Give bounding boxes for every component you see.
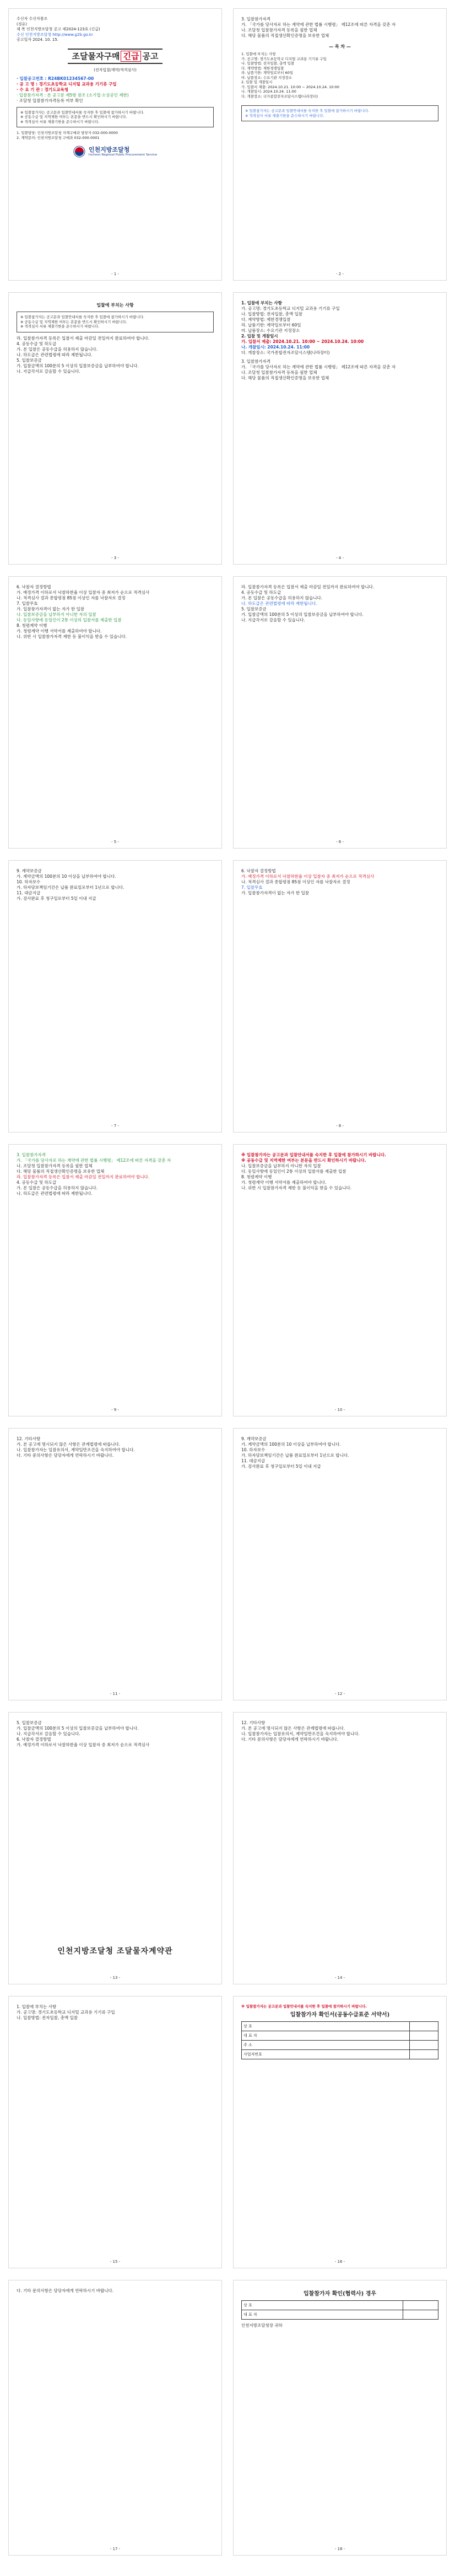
- body-line: 8. 청렴계약 이행: [241, 1174, 272, 1179]
- body-line: 가. 검사완료 후 청구일로부터 5일 이내 지급: [241, 1464, 321, 1469]
- body-line: 다. 기타 문의사항은 담당자에게 연락하시기 바랍니다.: [17, 2288, 114, 2293]
- section-title: 입찰에 부치는 사항: [96, 303, 134, 308]
- notice-box: [17, 107, 214, 128]
- body-line: 다. 동일사항에 동일인이 2통 이상의 입찰서를 제출한 입찰: [17, 618, 122, 622]
- body-line: 나. 지급각서로 갈음할 수 있습니다.: [241, 618, 305, 622]
- body-line: 가. 본 입찰은 공동수급을 허용하지 않습니다.: [241, 595, 323, 600]
- page-number: - 4 -: [336, 556, 344, 560]
- body-line: 가. 계약금액의 100분의 10 이상을 납부하여야 합니다.: [17, 874, 116, 879]
- body-line: 나. 하도급은 관련법령에 따라 제한됩니다.: [241, 601, 317, 606]
- body-line: 가. 「국가를 당사자로 하는 계약에 관한 법률 시행령」 제12조에 따른 자격을 갖춘 자: [241, 22, 396, 27]
- body-line: 11. 대금지급: [17, 890, 41, 895]
- toc-line: 가. 공고명: 경기도초등학교 디지털 교과용 기기류 구입: [241, 56, 327, 61]
- body-line: 가. 검사완료 후 청구일로부터 5일 이내 지급: [17, 896, 96, 901]
- box-line: ※ 적격심사 서류 제출기한을 준수하시기 바랍니다.: [20, 119, 100, 124]
- title-suffix: 공고: [142, 51, 159, 61]
- body-line: 가. 입찰서 제출: 2024.10.21. 10:00 ~ 2024.10.24. 10:00: [241, 339, 364, 344]
- page2-body: 3. 입찰참가자격 가. 「국가를 당사자로 하는 계약에 관한 법률 시행령」 제12조에 따른 자격을 갖춘 자 나. 조달청 입찰참가자격 등록을 필한 업체 다. 해당 물품의 직접생산확인증명을 보유한 업체 — 목 차 — 1. 입찰에 부치는 사항 가. 공고명: 경기도초등학교 디지털 교과용 기기류 구입 나. 입찰방법: 전자입찰, 총액 입찰 다. 계약방법: 제한경쟁입찰 라. 납품기한: 계약일로부터 60일 마. 납품장소: 수요기관 지정장소 2. 입찰 및 개찰일시 가. 입찰서 제출: 2024.10.21. 10:00 ~ 2024.10.24. 10:00 나. 개찰일시: 2024.10.24. 11:00 다. 개찰장소: 국가종합전자조달시스템(나라장터) ※ 입찰참가자는 공고문과 입찰안내서를 숙지한 후 입찰에 참가하시기 바랍니다. ※ 적격심사 서류 제출기한을 준수하시기 바랍니다.: [241, 17, 438, 121]
- page-number: - 5 -: [111, 840, 119, 844]
- confirmation-form: [241, 2021, 438, 2059]
- body-line: 8. 청렴계약 이행: [17, 623, 47, 628]
- form-label: 대 표 자: [242, 2310, 403, 2320]
- confirmation-form-2: [241, 2300, 438, 2320]
- page-number: - 11 -: [110, 1692, 121, 1696]
- body-line: 가. 본 공고에 명시되지 않은 사항은 관계법령에 따릅니다.: [241, 1726, 345, 1731]
- page-2: [233, 8, 447, 281]
- body-line: 나. 적격심사 결과 종합평점 85점 이상인 자를 낙찰자로 결정: [17, 595, 126, 600]
- body-line: ※ 입찰참가자는 공고문과 입찰안내서를 숙지한 후 입찰에 참가하시기 바랍니다.: [241, 1152, 386, 1157]
- page-16: [233, 1996, 447, 2268]
- body-line: 나. 입찰보증금을 납부하지 아니한 자의 입찰: [17, 612, 96, 617]
- body-line: 5. 입찰보증금: [17, 1720, 42, 1725]
- page-10: [233, 1144, 447, 1416]
- body-line: 가. 본 공고에 명시되지 않은 사항은 관계법령에 따릅니다.: [17, 1442, 121, 1447]
- page-5: [8, 576, 222, 849]
- header-line: 수신 인천지방조달청 http://www.g2b.go.kr: [17, 32, 93, 37]
- toc-line: 1. 입찰에 부치는 사항: [241, 52, 276, 56]
- body-line: 나. 입찰참가자는 입찰유의서, 계약일반조건을 숙지하여야 합니다.: [241, 1731, 360, 1736]
- body-line: 10. 하자보수: [241, 1447, 266, 1452]
- form-label: 사업자번호: [242, 2049, 410, 2059]
- body-line: 가. 입찰금액의 100분의 5 이상의 입찰보증금을 납부하여야 합니다.: [17, 363, 139, 368]
- contact-line: 1. 입찰담당: 인천지방조달청 자재구매과 담당자 032-000-0000: [17, 131, 118, 135]
- body-line: 나. 조달청 입찰참가자격 등록을 필한 업체: [241, 28, 317, 33]
- body-line: 3. 입찰참가자격: [241, 359, 271, 364]
- page-8: [233, 860, 447, 1133]
- body-line: 나. 위반 시 입찰참가자격 제한 등 불이익을 받을 수 있습니다.: [17, 634, 127, 639]
- page-number: - 16 -: [334, 2260, 345, 2264]
- notice-box: [241, 105, 438, 121]
- page-12: [233, 1428, 447, 1700]
- box-line: ※ 입찰참가자는 공고문과 입찰안내서를 숙지한 후 입찰에 참가하시기 바랍니다.: [20, 110, 144, 115]
- box-line: ※ 적격심사 서류 제출기한을 준수하시기 바랍니다.: [20, 324, 100, 329]
- form-field[interactable]: [409, 2021, 438, 2031]
- body-line: 나. 입찰방법: 전자입찰, 총액 입찰: [17, 2015, 78, 2020]
- urgent-badge: 긴급: [121, 51, 141, 62]
- body-line: 라. 입찰참가자격 등록은 입찰서 제출 마감일 전일까지 완료하여야 합니다.: [17, 1174, 150, 1179]
- body-line: 7. 입찰무효: [241, 885, 263, 890]
- page-number: - 13 -: [110, 1976, 121, 1980]
- page-6: [233, 576, 447, 849]
- page-17: [8, 2280, 222, 2556]
- body-line: 라. 납품기한: 계약일로부터 60일: [241, 323, 301, 328]
- body-line: 가. 청렴계약 이행 서약서를 제출하여야 합니다.: [241, 1180, 327, 1185]
- body-line: 가. 본 입찰은 공동수급을 허용하지 않습니다.: [17, 346, 98, 352]
- box-line: ※ 입찰참가자는 공고문과 입찰안내서를 숙지한 후 입찰에 참가하시기 바랍니다.: [20, 315, 144, 319]
- body-line: 다. 기타 문의사항은 담당자에게 연락하시기 바랍니다.: [17, 1453, 114, 1458]
- form-label: 주 소: [242, 2040, 410, 2049]
- announcement-title: [17, 49, 214, 64]
- body-line: 2. 입찰 및 개찰일시: [241, 334, 278, 339]
- body-line: 가. 입찰참가자격이 없는 자가 한 입찰: [241, 890, 309, 895]
- page-number: - 3 -: [111, 556, 119, 560]
- body-line: 가. 본 입찰은 공동수급을 허용하지 않습니다.: [17, 1185, 98, 1190]
- body-line: 나. 조달청 입찰참가자격 등록을 필한 업체: [17, 1163, 93, 1168]
- body-line: 5. 입찰보증금: [241, 607, 267, 611]
- form-field[interactable]: [403, 2301, 438, 2310]
- body-line: 나. 입찰보증금을 납부하지 아니한 자의 입찰: [241, 1163, 321, 1168]
- body-line: 마. 납품장소: 수요기관 지정장소: [241, 328, 300, 333]
- notice-line: · 수 요 기 관 : 경기도교육청: [17, 87, 68, 92]
- body-line: 7. 입찰무효: [17, 601, 38, 606]
- form-title: 입찰참가자 확인서(공동수급표준 서약서): [290, 2011, 390, 2018]
- toc-line: 다. 계약방법: 제한경쟁입찰: [241, 66, 284, 71]
- form-field[interactable]: [409, 2049, 438, 2059]
- body-line: 4. 공동수급 및 하도급: [241, 590, 281, 595]
- toc-line: 가. 입찰서 제출: 2024.10.21. 10:00 ~ 2024.10.24. 10:00: [241, 84, 339, 89]
- body-line: 5. 입찰보증금: [17, 357, 42, 363]
- body-line: 3. 입찰참가자격: [17, 1152, 46, 1157]
- body-line: 6. 낙찰자 결정방법: [241, 868, 276, 873]
- page-number: - 12 -: [334, 1692, 345, 1696]
- page-3: [8, 292, 222, 565]
- body-line: 다. 해당 물품의 직접생산확인증명을 보유한 업체: [241, 375, 329, 380]
- body-line: 나. 입찰참가자는 입찰유의서, 계약일반조건을 숙지하여야 합니다.: [17, 1447, 135, 1452]
- body-line: 10. 하자보수: [17, 879, 41, 884]
- page-number: - 7 -: [111, 1124, 119, 1128]
- org-logo: [17, 146, 214, 158]
- header-line: 제 목 인천지방조달청 공고 제2024-123호 (긴급): [17, 27, 100, 31]
- box-line: ※ 입찰참가자는 공고문과 입찰안내서를 숙지한 후 입찰에 참가하시기 바랍니다.: [245, 109, 369, 113]
- page-number: - 18 -: [334, 2547, 345, 2551]
- body-line: 나. 하도급은 관련법령에 따라 제한됩니다.: [17, 1191, 93, 1196]
- body-line: 나. 지급각서로 갈음할 수 있습니다.: [17, 1731, 80, 1736]
- page-15: [8, 1996, 222, 2268]
- body-line: 라. 입찰참가자격 등록은 입찰서 제출 마감일 전일까지 완료하여야 합니다.: [241, 584, 375, 589]
- body-line: 다. 해당 물품의 직접생산확인증명을 보유한 업체: [17, 1169, 105, 1174]
- toc-line: 라. 납품기한: 계약일로부터 60일: [241, 71, 294, 75]
- body-line: ※ 공동수급 및 지역제한 여부는 본문을 반드시 확인하시기 바랍니다.: [241, 1158, 366, 1163]
- body-line: 가. 공고명: 경기도초등학교 디지털 교과용 기기류 구입: [17, 2010, 115, 2015]
- notice-summary: [17, 76, 214, 104]
- body-line: 9. 계약보증금: [17, 868, 42, 873]
- body-line: 4. 공동수급 및 하도급: [17, 1180, 57, 1185]
- toc-line: 다. 개찰장소: 국가종합전자조달시스템(나라장터): [241, 94, 318, 99]
- page-number: - 10 -: [334, 1408, 345, 1412]
- contact-line: 2. 계약문의: 인천지방조달청 구매과 032-000-0001: [17, 135, 100, 140]
- box-line: ※ 공동수급 및 지역제한 여부는 본문을 반드시 확인하시기 바랍니다.: [20, 319, 127, 324]
- toc-line: 나. 입찰방법: 전자입찰, 총액 입찰: [241, 61, 295, 66]
- body-line: ※ 입찰참가자는 공고문과 입찰안내서를 숙지한 후 입찰에 참가하시기 바랍니다.: [241, 2004, 367, 2009]
- body-line: 가. 공고명: 경기도초등학교 디지털 교과용 기기류 구입: [241, 306, 340, 311]
- page-number: - 9 -: [111, 1408, 119, 1412]
- body-line: 4. 공동수급 및 하도급: [17, 341, 57, 346]
- body-line: 라. 입찰참가자격 등록은 입찰서 제출 마감일 전일까지 완료하여야 합니다.: [17, 335, 150, 341]
- page-7: [8, 860, 222, 1133]
- page-number: - 8 -: [336, 1124, 344, 1128]
- org-name-en: Incheon Regional Public Procurement Service: [88, 153, 158, 157]
- body-line: 다. 동일사항에 동일인이 2통 이상의 입찰서를 제출한 입찰: [241, 1169, 346, 1174]
- body-line: 가. 예정가격 이하로서 낙찰하한율 이상 입찰자 중 최저가 순으로 적격심사: [17, 590, 150, 595]
- notice-line: · 입찰참가자격 : 본 공고문 제5항 참조 (소기업·소상공인 제한): [17, 92, 129, 98]
- body-line: 나. 입찰방법: 전자입찰, 총액 입찰: [241, 312, 303, 316]
- body-line: 다. 기타 문의사항은 담당자에게 연락하시기 바랍니다.: [241, 1737, 339, 1742]
- toc-line: 나. 개찰일시: 2024.10.24. 11:00: [241, 89, 296, 94]
- page-number: - 15 -: [110, 2260, 121, 2264]
- body-line: 6. 낙찰자 결정방법: [17, 1737, 51, 1742]
- page-number: - 17 -: [110, 2547, 121, 2551]
- body-line: 가. 예정가격 이하로서 낙찰하한율 이상 입찰자 중 최저가 순으로 적격심사: [241, 874, 375, 879]
- form-field[interactable]: [409, 2040, 438, 2049]
- body-line: 12. 기타사항: [241, 1720, 266, 1725]
- page-11: [8, 1428, 222, 1700]
- body-line: 가. 예정가격 이하로서 낙찰하한율 이상 입찰자 중 최저가 순으로 적격심사: [17, 1742, 150, 1747]
- box-line: ※ 적격심사 서류 제출기한을 준수하시기 바랍니다.: [245, 113, 324, 118]
- form-field[interactable]: [403, 2310, 438, 2320]
- page-number: - 14 -: [334, 1976, 345, 1980]
- body-line: 나. 지급각서로 갈음할 수 있습니다.: [17, 368, 80, 374]
- body-line: 3. 입찰참가자격: [241, 17, 271, 22]
- toc-line: 마. 납품장소: 수요기관 지정장소: [241, 75, 292, 80]
- body-line: 11. 대금지급: [241, 1458, 266, 1463]
- page-4: [233, 292, 447, 565]
- header-meta: [17, 17, 214, 43]
- header-line: (경유): [17, 22, 27, 26]
- page-13: [8, 1712, 222, 1984]
- body-line: 가. 입찰참가자격이 없는 자가 한 입찰: [17, 607, 84, 611]
- form-footer: 인천지방조달청장 귀하: [241, 2323, 283, 2328]
- body-line: 나. 조달청 입찰참가자격 등록을 필한 업체: [241, 370, 317, 375]
- body-line: 가. 하자담보책임기간은 납품 완료일로부터 1년으로 합니다.: [241, 1453, 349, 1458]
- body-line: 나. 개찰일시: 2024.10.24. 11:00: [241, 345, 310, 350]
- body-line: 12. 기타사항: [17, 1436, 41, 1441]
- page-1: [8, 8, 222, 281]
- announcement-subtitle: (전자입찰/계약/적격심사): [94, 67, 137, 72]
- body-line: 9. 계약보증금: [241, 1436, 267, 1441]
- form-label: 대 표 자: [242, 2031, 410, 2040]
- page-9: [8, 1144, 222, 1416]
- contact-info: [17, 131, 214, 140]
- org-name: 인천지방조달청: [88, 146, 130, 153]
- body-line: 1. 입찰에 부치는 사항: [17, 2004, 57, 2009]
- notice-box: [17, 312, 214, 332]
- body-line: 가. 「국가를 당사자로 하는 계약에 관한 법률 시행령」 제12조에 따른 자격을 갖춘 자: [17, 1158, 171, 1163]
- form-label: 상 호: [242, 2301, 403, 2310]
- body-line: 나. 위반 시 입찰참가자격 제한 등 불이익을 받을 수 있습니다.: [241, 1185, 352, 1190]
- body-line: 나. 하도급은 관련법령에 따라 제한됩니다.: [17, 352, 93, 357]
- body-line: 가. 입찰금액의 100분의 5 이상의 입찰보증금을 납부하여야 합니다.: [241, 612, 364, 617]
- header-line: 수신자 수신자참조: [17, 17, 48, 21]
- box-line: ※ 공동수급 및 지역제한 여부는 본문을 반드시 확인하시기 바랍니다.: [20, 115, 127, 119]
- toc-line: 2. 입찰 및 개찰일시: [241, 80, 273, 84]
- page-14: [233, 1712, 447, 1984]
- body-line: 다. 해당 물품의 직접생산확인증명을 보유한 업체: [241, 33, 329, 38]
- body-line: 다. 개찰장소: 국가종합전자조달시스템(나라장터): [241, 350, 330, 355]
- body-line: 가. 청렴계약 이행 서약서를 제출하여야 합니다.: [17, 629, 102, 634]
- body-line: 가. 「국가를 당사자로 하는 계약에 관한 법률 시행령」 제12조에 따른 자격을 갖춘 자: [241, 364, 396, 369]
- body-line: 1. 입찰에 부치는 사항: [241, 300, 282, 305]
- page-number: - 2 -: [336, 272, 344, 276]
- title-prefix: 조달물자구매: [72, 51, 120, 61]
- body-line: 나. 적격심사 결과 종합평점 85점 이상인 자를 낙찰자로 결정: [241, 879, 350, 884]
- form-title: 입찰참가자 확인(협력사) 경우: [303, 2291, 377, 2297]
- government-emblem-icon: [73, 146, 85, 158]
- page-number: - 6 -: [336, 840, 344, 844]
- form-field[interactable]: [409, 2031, 438, 2040]
- header-line: 공고일자 2024. 10. 15.: [17, 37, 59, 42]
- form-label: 상 호: [242, 2021, 410, 2031]
- page-number: - 1 -: [111, 272, 119, 276]
- body-line: 6. 낙찰자 결정방법: [17, 584, 51, 589]
- body-line: 가. 입찰금액의 100분의 5 이상의 입찰보증금을 납부하여야 합니다.: [17, 1726, 139, 1731]
- body-line: 가. 하자담보책임기간은 납품 완료일로부터 1년으로 합니다.: [17, 885, 124, 890]
- page-18: [233, 2280, 447, 2556]
- notice-line: · 조달청 입찰참가자격등록 여부 확인: [17, 98, 83, 103]
- body-line: 가. 계약금액의 100분의 10 이상을 납부하여야 합니다.: [241, 1442, 341, 1447]
- final-org-signature: 인천지방조달청 조달물자계약관: [57, 1947, 173, 1956]
- notice-line: · 입찰공고번호 : R24BK01234567-00: [17, 76, 94, 81]
- body-line: 다. 계약방법: 제한경쟁입찰: [241, 317, 291, 322]
- notice-line: · 공 고 명 : 경기도초등학교 디지털 교과용 기기류 구입: [17, 81, 117, 87]
